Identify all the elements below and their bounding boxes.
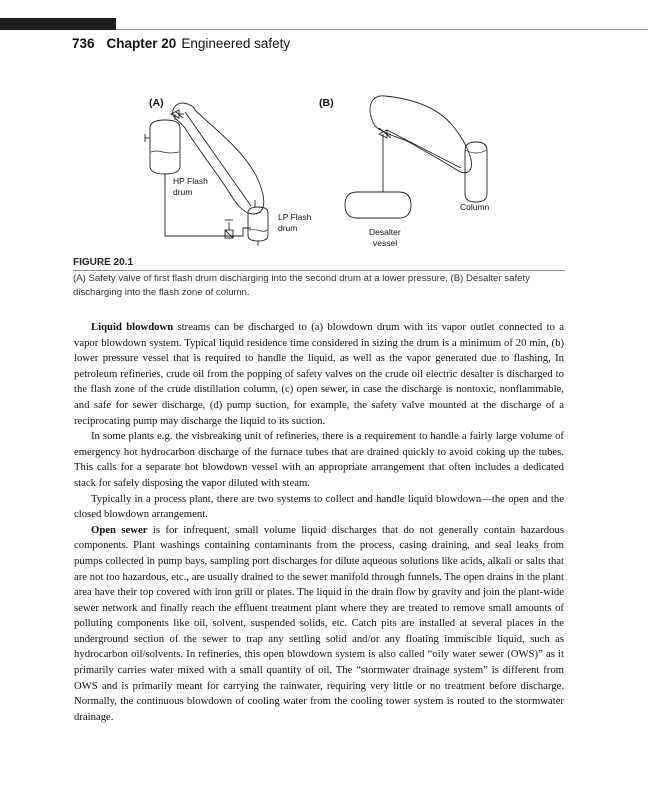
panel-a-label: (A) — [149, 97, 164, 109]
figure-caption: (A) Safety valve of first flash drum discharging into the second drum at a lower pressure, (B) Desalter safety discharging into the flash zone of column. — [73, 273, 530, 298]
desalter-label-1: Desalter — [369, 227, 401, 237]
hp-flash-label-1: HP Flash — [173, 176, 208, 186]
desalter-vessel — [345, 192, 411, 218]
paragraph-open-sewer: Open sewer is for infrequent, small volume liquid discharges that do not generally contain hazardous components. Plant washings containing contaminants from the process, casing draining, and seal leaks from pumps collected in pump bays, sampling port discharges for dilute aqueous solutions like acids, alkali or salts that are not too hazardous, etc., are usually drained to the sewer manifold through funnels. The open drains in the plant area have their top covered with iron grill or plates. The liquid in the drain flow by gravity and join the plant-wide sewer network and finally reach the effluent treatment plant where they are treated to remove small amounts of polluting components like oil, solvent, suspended solids, etc. Catch pits are installed at several places in the underground section of the sewer to trap any settling solid and/or any floating immiscible liquid, such as hydrocarbon oil/solvents. In refineries, this open blowdown system is also called “oily water sewer (OWS)” as it primarily carries water mixed with a small quantity of oil. The “stormwater drainage system” is different from OWS and is primarily meant for carrying the rainwater, requiring very little or no treatment before discharge. Normally, the continuous blowdown of cooling water from the cooling tower system is routed to the stormwater drainage. — [74, 523, 564, 723]
desalter-label-2: vessel — [373, 238, 398, 248]
figure-number: FIGURE 20.1 — [73, 257, 134, 268]
term-open-sewer: Open sewer — [91, 523, 148, 536]
lp-flash-label-2: drum — [278, 223, 298, 233]
relief-cloud-b — [370, 96, 471, 173]
header-rule — [116, 29, 648, 30]
caption-rule — [73, 270, 565, 271]
hp-flash-drum — [150, 120, 180, 174]
paragraph-hot-blowdown: In some plants e.g. the visbreaking unit of refineries, there is a requirement to handle a fairly large volume of emergency hot hydrocarbon discharge of the furnace tubes that are drained quickly to avoid coking up the tubes. This calls for a separate hot blowdown vessel with an appropriate arrangement that often includes a dedicated stack for safely disposing the vapor diluted with steam. — [74, 430, 564, 489]
body-text — [74, 320, 564, 725]
paragraph-liquid-blowdown: Liquid blowdown streams can be discharged to (a) blowdown drum with its vapor outlet connected to a vapor blowdown system. Typical liquid residence time considered in sizing the drum is a minimum of 20 min, (b) lower pressure vessel that is required to handle the liquid, as well as the vapor generated due to flashing, In petroleum refineries, crude oil from the popping of safety valves on the crude oil electric desalter is discharged to the flash zone of the crude distillation column, (c) open sewer, in case the discharge is nontoxic, nonflammable, and safe for sewer discharge, (d) pump suction, for example, the safety valve mounted at the discharge of a reciprocating pump may discharge the liquid to its suction. — [74, 321, 564, 427]
lp-flash-label-1: LP Flash — [278, 212, 312, 222]
page-number: 736 — [72, 36, 95, 51]
chapter-title: Engineered safety — [181, 36, 291, 51]
paragraph-two-systems: Typically in a process plant, there are two systems to collect and handle liquid blowdown—the open and the closed blowdown arrangement. — [74, 492, 564, 521]
header-bar — [0, 18, 116, 30]
term-liquid-blowdown: Liquid blowdown — [91, 321, 174, 333]
chapter-number: Chapter 20 — [106, 36, 177, 51]
relief-cloud-a — [173, 103, 264, 214]
figure-20-1 — [135, 90, 515, 255]
hp-flash-label-2: drum — [173, 187, 193, 197]
column-label: Column — [460, 202, 490, 212]
figure-drawing — [135, 90, 515, 255]
lp-flash-drum — [248, 207, 268, 241]
running-header — [72, 36, 290, 51]
panel-b-label: (B) — [319, 97, 334, 109]
